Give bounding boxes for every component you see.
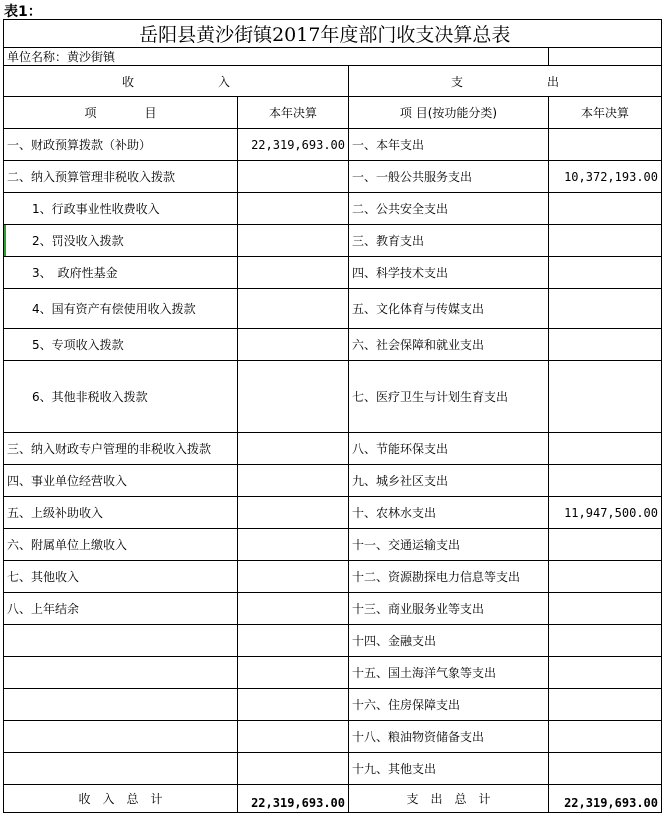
- expense-amount: [549, 593, 662, 625]
- income-item: 2、罚没收入拨款: [4, 225, 238, 257]
- expense-item: 十、农林水支出: [349, 497, 549, 529]
- income-amount: [238, 625, 349, 657]
- income-item: [4, 689, 238, 721]
- income-header: 收 入: [4, 66, 349, 97]
- income-amount: [238, 225, 349, 257]
- expense-amount: [549, 721, 662, 753]
- income-item: 八、上年结余: [4, 593, 238, 625]
- table-row: [4, 689, 662, 721]
- expense-item: 十一、交通运输支出: [349, 529, 549, 561]
- income-item: 4、国有资产有偿使用收入拨款: [4, 289, 238, 329]
- table-label: 表1：: [4, 4, 42, 20]
- income-item: [4, 753, 238, 785]
- income-amount: [238, 257, 349, 289]
- income-item-header: 项 目: [4, 97, 238, 129]
- table-row: [4, 361, 662, 433]
- expense-item: 十四、金融支出: [349, 625, 549, 657]
- expense-item: 六、社会保障和就业支出: [349, 329, 549, 361]
- totals-row: [4, 785, 662, 813]
- income-amount: [238, 361, 349, 433]
- income-total-label: 收 入 总 计: [4, 785, 238, 813]
- expense-item: 一、一般公共服务支出: [349, 161, 549, 193]
- income-amount: [238, 689, 349, 721]
- expense-item: 十二、资源勘探电力信息等支出: [349, 561, 549, 593]
- expense-amount: [549, 257, 662, 289]
- income-item: 3、 政府性基金: [4, 257, 238, 289]
- expense-item: 十五、国土海洋气象等支出: [349, 657, 549, 689]
- income-amount: [238, 433, 349, 465]
- income-amount: [238, 329, 349, 361]
- expense-amount: [549, 657, 662, 689]
- expense-item: 十六、住房保障支出: [349, 689, 549, 721]
- unit-name: 单位名称：黄沙街镇: [4, 48, 549, 66]
- income-amount-header: 本年决算: [238, 97, 349, 129]
- expense-item-header: 项 目(按功能分类): [349, 97, 549, 129]
- income-total-amount: 22,319,693.00: [238, 785, 349, 813]
- income-amount: 22,319,693.00: [238, 129, 349, 161]
- budget-summary-table: [3, 19, 662, 813]
- expense-amount: [549, 689, 662, 721]
- table-row: [4, 625, 662, 657]
- income-item: [4, 625, 238, 657]
- income-item: 三、纳入财政专户管理的非税收入拨款: [4, 433, 238, 465]
- income-item: 6、其他非税收入拨款: [4, 361, 238, 433]
- income-amount: [238, 721, 349, 753]
- expense-item: 九、城乡社区支出: [349, 465, 549, 497]
- expense-amount: 11,947,500.00: [549, 497, 662, 529]
- expense-amount: [549, 361, 662, 433]
- income-item: 5、专项收入拨款: [4, 329, 238, 361]
- table-row: [4, 193, 662, 225]
- expense-item: 十三、商业服务业等支出: [349, 593, 549, 625]
- table-row: [4, 753, 662, 785]
- expense-amount-header: 本年决算: [549, 97, 662, 129]
- expense-item: 八、节能环保支出: [349, 433, 549, 465]
- table-row: [4, 289, 662, 329]
- expense-amount: [549, 625, 662, 657]
- income-amount: [238, 657, 349, 689]
- expense-amount: [549, 465, 662, 497]
- expense-amount: [549, 193, 662, 225]
- income-amount: [238, 529, 349, 561]
- income-item: 四、事业单位经营收入: [4, 465, 238, 497]
- expense-amount: [549, 529, 662, 561]
- expense-amount: [549, 561, 662, 593]
- income-amount: [238, 193, 349, 225]
- table-row: [4, 561, 662, 593]
- expense-header: 支 出: [349, 66, 662, 97]
- income-item: 五、上级补助收入: [4, 497, 238, 529]
- expense-amount: [549, 289, 662, 329]
- table-row: [4, 329, 662, 361]
- expense-amount: [549, 129, 662, 161]
- expense-item: 五、文化体育与传媒支出: [349, 289, 549, 329]
- table-row: [4, 257, 662, 289]
- income-item: 七、其他收入: [4, 561, 238, 593]
- expense-amount: [549, 753, 662, 785]
- expense-total-amount: 22,319,693.00: [549, 785, 662, 813]
- income-amount: [238, 161, 349, 193]
- expense-item: 一、本年支出: [349, 129, 549, 161]
- expense-amount: [549, 225, 662, 257]
- income-item: 六、附属单位上缴收入: [4, 529, 238, 561]
- income-amount: [238, 593, 349, 625]
- expense-item: 七、医疗卫生与计划生育支出: [349, 361, 549, 433]
- expense-total-label: 支 出 总 计: [349, 785, 549, 813]
- table-row: [4, 657, 662, 689]
- income-amount: [238, 289, 349, 329]
- income-item: [4, 657, 238, 689]
- income-amount: [238, 497, 349, 529]
- table-row: [4, 433, 662, 465]
- income-item: 1、行政事业性收费收入: [4, 193, 238, 225]
- expense-item: 二、公共安全支出: [349, 193, 549, 225]
- table-row: [4, 497, 662, 529]
- page-title: 岳阳县黄沙街镇2017年度部门收支决算总表: [4, 20, 549, 48]
- table-row: [4, 129, 662, 161]
- title-right-cell: [549, 20, 662, 48]
- table-row: [4, 225, 662, 257]
- income-amount: [238, 561, 349, 593]
- income-amount: [238, 465, 349, 497]
- expense-item: 三、教育支出: [349, 225, 549, 257]
- expense-amount: [549, 329, 662, 361]
- income-amount: [238, 753, 349, 785]
- expense-amount: [549, 433, 662, 465]
- expense-item: 十八、粮油物资储备支出: [349, 721, 549, 753]
- expense-item: 十九、其他支出: [349, 753, 549, 785]
- table-row: [4, 161, 662, 193]
- income-item: [4, 721, 238, 753]
- expense-item: 四、科学技术支出: [349, 257, 549, 289]
- income-item: 一、财政预算拨款（补助）: [4, 129, 238, 161]
- income-item: 二、纳入预算管理非税收入拨款: [4, 161, 238, 193]
- table-row: [4, 593, 662, 625]
- table-row: [4, 529, 662, 561]
- table-row: [4, 721, 662, 753]
- unit-right-cell: [549, 48, 662, 66]
- expense-amount: 10,372,193.00: [549, 161, 662, 193]
- table-row: [4, 465, 662, 497]
